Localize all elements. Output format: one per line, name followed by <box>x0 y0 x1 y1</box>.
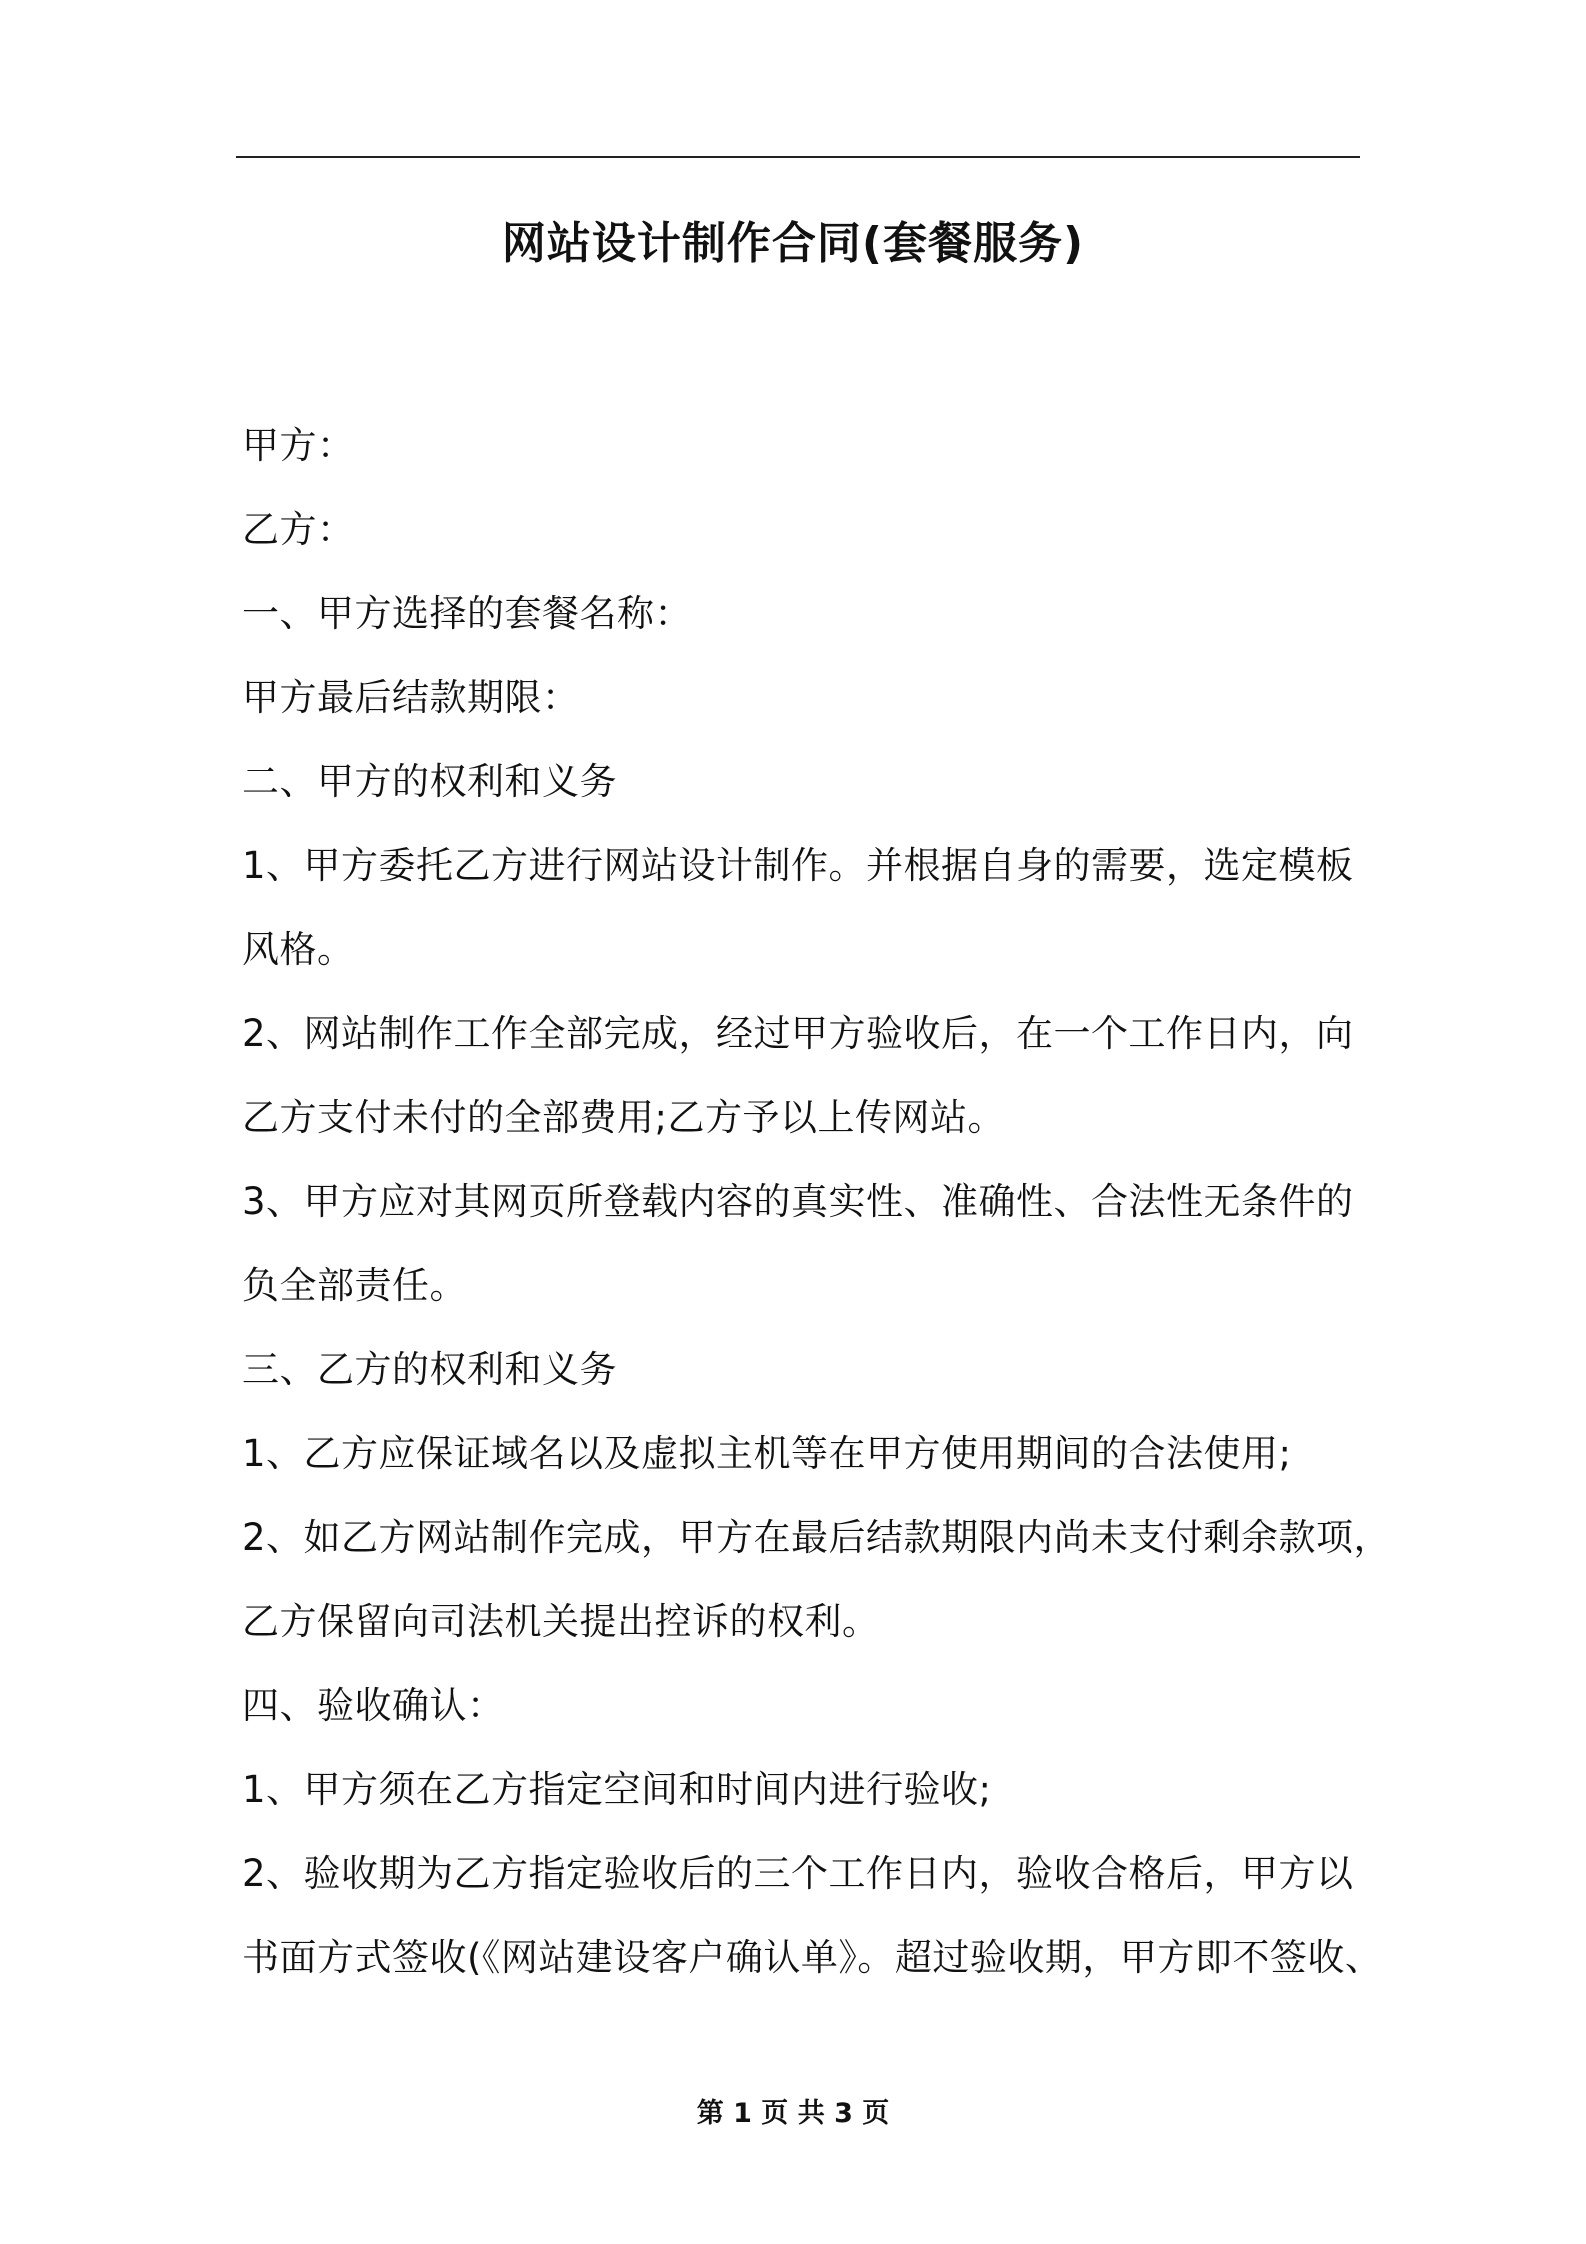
paragraph-line: 1、甲方须在乙方指定空间和时间内进行验收; <box>242 1768 992 1811</box>
section-heading: 二、甲方的权利和义务 <box>242 760 617 803</box>
section-heading: 四、验收确认： <box>242 1684 505 1727</box>
paragraph-line: 1、乙方应保证域名以及虚拟主机等在甲方使用期间的合法使用; <box>242 1432 1292 1475</box>
document-title: 网站设计制作合同(套餐服务) <box>501 218 1085 269</box>
page-number-footer: 第 1 页 共 3 页 <box>696 2098 890 2129</box>
section-heading: 一、甲方选择的套餐名称： <box>242 592 692 635</box>
party-a-line: 甲方： <box>242 424 355 467</box>
paragraph-line: 风格。 <box>242 928 355 971</box>
paragraph-line: 3、甲方应对其网页所登载内容的真实性、准确性、合法性无条件的 <box>242 1180 1354 1223</box>
paragraph-line: 乙方保留向司法机关提出控诉的权利。 <box>242 1600 880 1643</box>
paragraph-line: 负全部责任。 <box>242 1264 467 1307</box>
paragraph-line: 乙方支付未付的全部费用;乙方予以上传网站。 <box>242 1096 1005 1139</box>
paragraph-line: 1、甲方委托乙方进行网站设计制作。并根据自身的需要，选定模板 <box>242 844 1354 887</box>
header-rule <box>236 156 1360 158</box>
paragraph-line: 甲方最后结款期限： <box>242 676 580 719</box>
section-heading: 三、乙方的权利和义务 <box>242 1348 617 1391</box>
paragraph-line: 2、网站制作工作全部完成，经过甲方验收后，在一个工作日内，向 <box>242 1012 1354 1055</box>
paragraph-line: 2、如乙方网站制作完成，甲方在最后结款期限内尚未支付剩余款项， <box>242 1516 1392 1559</box>
party-b-line: 乙方： <box>242 508 355 551</box>
document-body <box>242 404 1392 2000</box>
paragraph-line: 书面方式签收(《网站建设客户确认单》。超过验收期，甲方即不签收、 <box>242 1936 1383 1979</box>
paragraph-line: 2、验收期为乙方指定验收后的三个工作日内，验收合格后，甲方以 <box>242 1852 1354 1895</box>
